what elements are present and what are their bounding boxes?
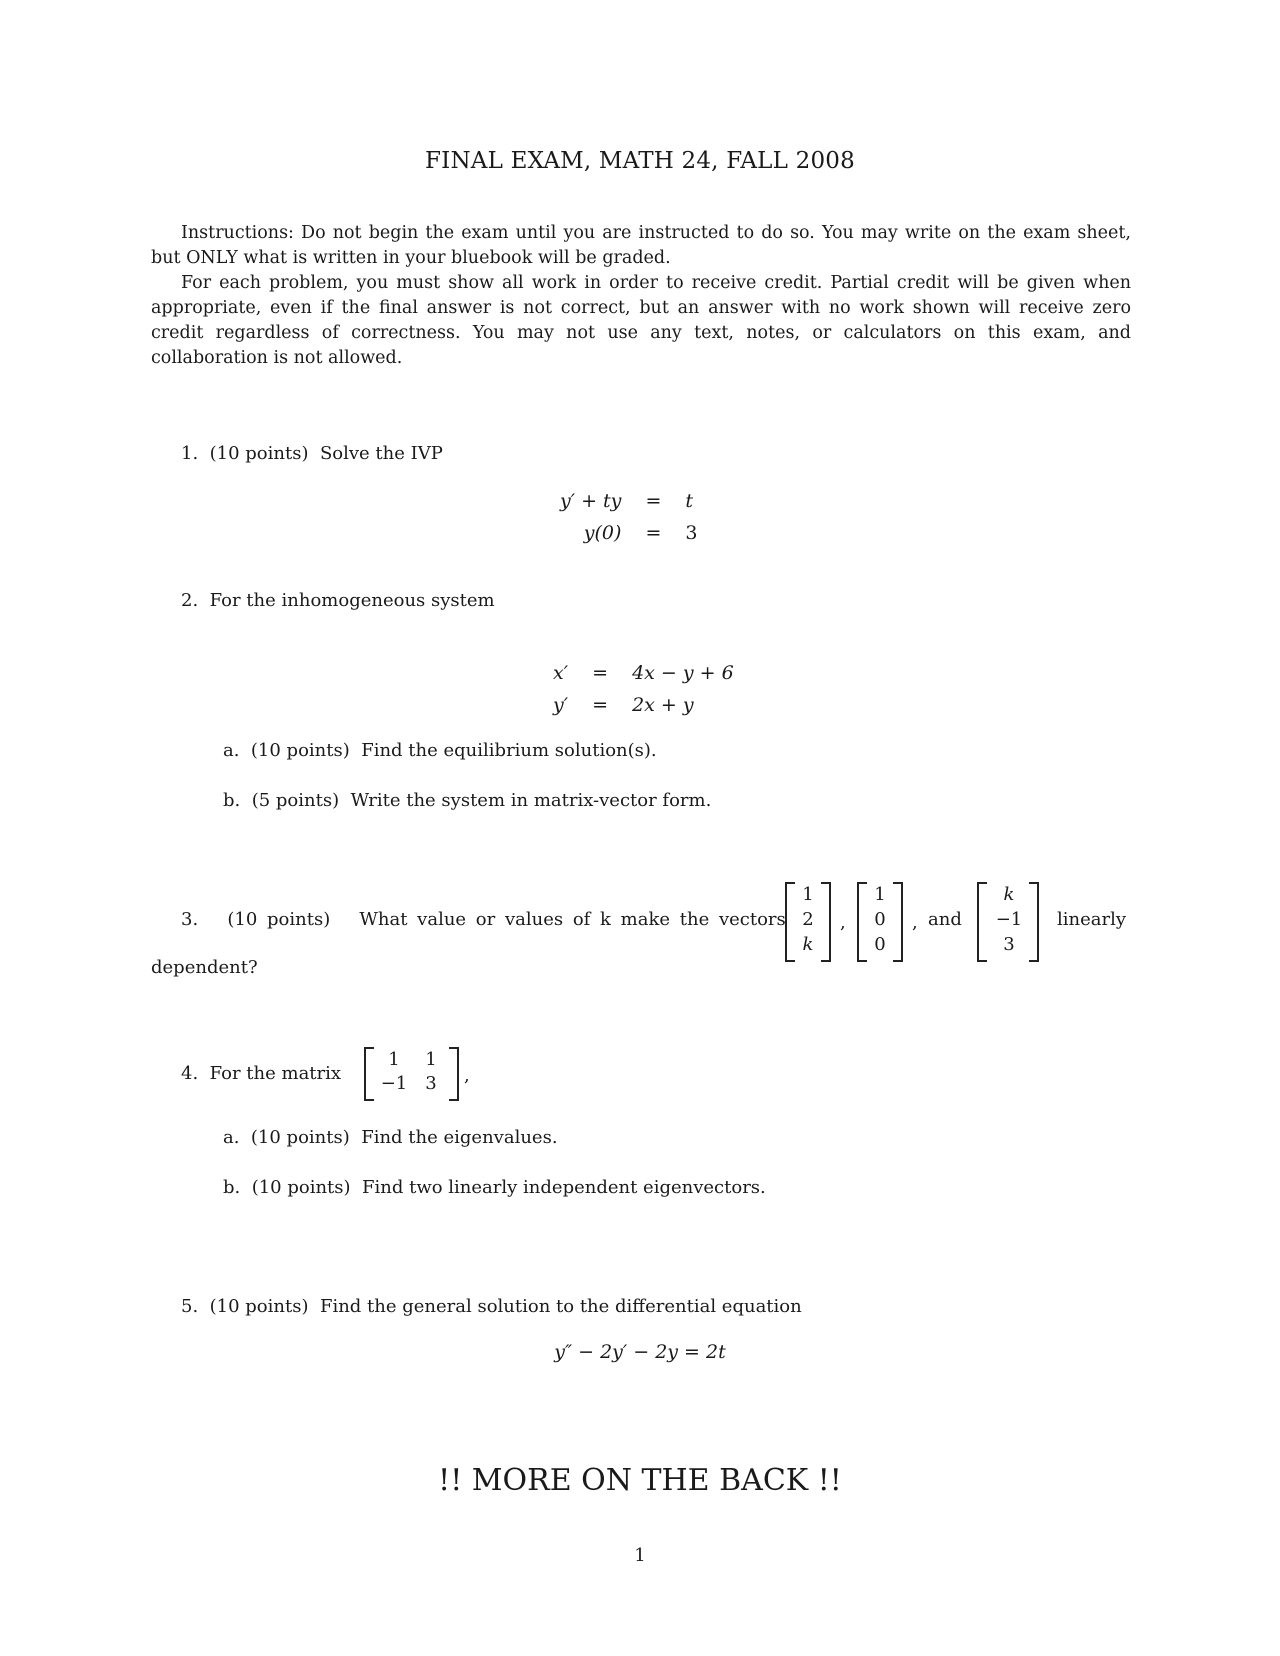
problem-2a xyxy=(223,740,657,761)
problem-2-eq1-lhs: x′ xyxy=(553,662,569,684)
problem-4-text: For the matrix xyxy=(209,1063,342,1084)
problem-2-number: 2. xyxy=(181,590,199,611)
problem-1-number: 1. xyxy=(181,443,199,464)
problem-5-number: 5. xyxy=(181,1296,199,1317)
vector-1-entry: 1 xyxy=(802,884,814,905)
problem-2-eq1-op: = xyxy=(592,662,609,684)
problem-4a xyxy=(223,1127,558,1148)
problem-2-eq2-op: = xyxy=(592,694,609,716)
problem-3-header xyxy=(181,909,786,930)
matrix-entry: −1 xyxy=(380,1073,408,1094)
problem-2-text: For the inhomogeneous system xyxy=(209,590,495,611)
problem-2b-points: (5 points) xyxy=(251,790,340,811)
problem-2b-text: Write the system in matrix-vector form. xyxy=(350,790,712,811)
problem-1-eq1-op: = xyxy=(645,490,662,512)
problem-4b-label: b. xyxy=(223,1177,241,1198)
problem-3-continuation: dependent? xyxy=(151,957,258,978)
problem-1-equation-row xyxy=(560,517,698,549)
problem-4a-text: Find the eigenvalues. xyxy=(361,1127,558,1148)
problem-4a-label: a. xyxy=(223,1127,240,1148)
problem-2a-text: Find the equilibrium solution(s). xyxy=(361,740,657,761)
problem-2b xyxy=(223,790,711,811)
vector-2 xyxy=(857,882,903,962)
instructions-text-1: Instructions: Do not begin the exam until you are instructed to do so. You may write on the exam sheet, but ONLY what is written in your bluebook will be graded. xyxy=(151,223,1131,268)
problem-1-points: (10 points) xyxy=(209,443,309,464)
problem-5-equation: y″ − 2y′ − 2y = 2t xyxy=(554,1341,726,1363)
problem-4b xyxy=(223,1177,766,1198)
vector-1 xyxy=(785,882,831,962)
problem-2-equations xyxy=(553,657,734,721)
problem-3-and: and xyxy=(928,909,962,930)
instructions-paragraph-1 xyxy=(151,221,1131,271)
vector-2-entry: 1 xyxy=(874,884,886,905)
problem-4-header xyxy=(181,1063,341,1084)
vector-2-entry: 0 xyxy=(874,909,886,930)
vector-3-left-bracket xyxy=(977,882,987,962)
matrix-right-bracket xyxy=(449,1047,459,1101)
problem-4-number: 4. xyxy=(181,1063,199,1084)
problem-3-points: (10 points) xyxy=(227,909,331,930)
problem-2-header xyxy=(181,590,495,611)
problem-2-equation-row xyxy=(553,657,734,689)
problem-1-eq1-lhs: y′ + ty xyxy=(560,490,622,512)
vector-separator-comma: , xyxy=(912,912,918,933)
instructions-text-2: For each problem, you must show all work in order to receive credit. Partial credit will be given when appropriate, even if the final answer is not correct, but an answer with no work shown will receive zero credit regardless of correctness. You may not use any text, notes, or calculators on this exam, and collaboration is not allowed. xyxy=(151,273,1131,368)
problem-4-comma: , xyxy=(464,1065,470,1086)
problem-3-tail: linearly xyxy=(1057,909,1127,930)
vector-3-entry: −1 xyxy=(995,909,1023,930)
vector-3-entry: k xyxy=(1003,884,1015,905)
problem-2-equation-row xyxy=(553,689,734,721)
problem-1-text: Solve the IVP xyxy=(319,443,443,464)
problem-2a-points: (10 points) xyxy=(250,740,350,761)
matrix-entry: 1 xyxy=(425,1049,437,1070)
problem-4-matrix xyxy=(364,1047,459,1101)
vector-3 xyxy=(977,882,1039,962)
page-number: 1 xyxy=(634,1545,646,1566)
problem-5-header xyxy=(181,1296,802,1317)
vector-2-entry: 0 xyxy=(874,934,886,955)
vector-3-right-bracket xyxy=(1029,882,1039,962)
problem-2-eq2-rhs: 2x + y xyxy=(632,694,694,716)
problem-1-eq2-lhs: y(0) xyxy=(583,522,622,544)
problem-4b-text: Find two linearly independent eigenvectors. xyxy=(362,1177,766,1198)
problem-3-number: 3. xyxy=(181,909,199,930)
exam-title: FINAL EXAM, MATH 24, FALL 2008 xyxy=(425,148,855,174)
vector-1-entry: 2 xyxy=(802,909,814,930)
problem-4a-points: (10 points) xyxy=(250,1127,350,1148)
problem-2a-label: a. xyxy=(223,740,240,761)
problem-5-points: (10 points) xyxy=(209,1296,309,1317)
problem-3-text: What value or values of k make the vectors xyxy=(359,909,786,930)
matrix-left-bracket xyxy=(364,1047,374,1101)
problem-2-eq2-lhs: y′ xyxy=(553,694,569,716)
problem-1-header xyxy=(181,443,443,464)
vector-separator-comma: , xyxy=(840,912,846,933)
instructions-paragraph-2 xyxy=(151,271,1131,371)
problem-1-eq1-rhs: t xyxy=(685,490,694,512)
problem-5-text: Find the general solution to the differential equation xyxy=(319,1296,802,1317)
problem-2b-label: b. xyxy=(223,790,241,811)
problem-2-eq1-rhs: 4x − y + 6 xyxy=(632,662,734,684)
matrix-entry: 1 xyxy=(388,1049,400,1070)
problem-1-equations xyxy=(560,485,698,549)
problem-1-eq2-rhs: 3 xyxy=(685,522,698,544)
problem-1-eq2-op: = xyxy=(645,522,662,544)
more-on-back-notice: !! MORE ON THE BACK !! xyxy=(438,1463,842,1498)
problem-4b-points: (10 points) xyxy=(251,1177,351,1198)
vector-3-entry: 3 xyxy=(1003,934,1015,955)
vector-1-entry: k xyxy=(802,934,814,955)
problem-1-equation-row xyxy=(560,485,698,517)
matrix-entry: 3 xyxy=(425,1073,437,1094)
